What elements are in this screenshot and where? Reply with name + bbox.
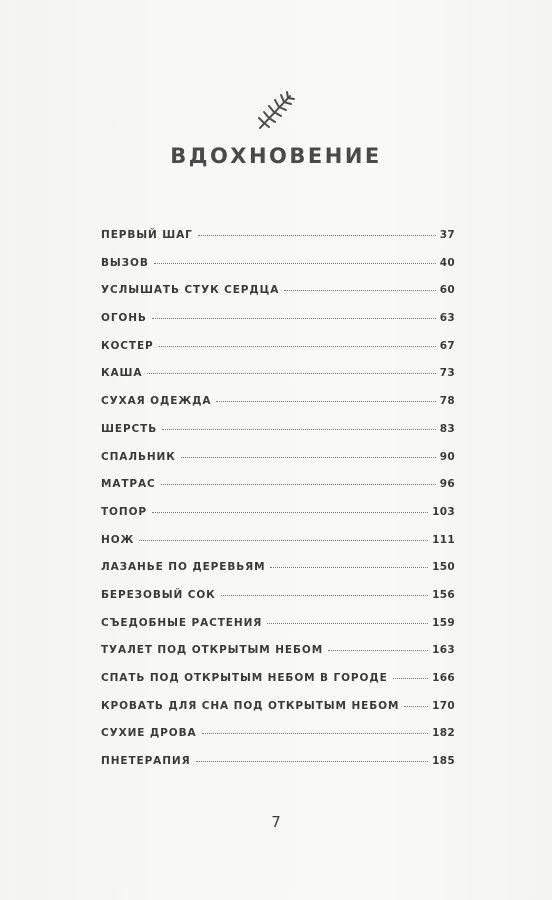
toc-entry xyxy=(101,478,455,506)
toc-entry-page: 63 xyxy=(439,312,455,325)
toc-entry xyxy=(101,727,455,755)
toc-entry-title: КОСТЕР xyxy=(101,339,154,352)
dot-leader xyxy=(159,346,436,347)
dot-leader xyxy=(139,540,428,541)
toc-entry xyxy=(101,506,455,534)
toc-entry-page: 60 xyxy=(439,284,455,297)
toc-entry-page: 103 xyxy=(432,505,455,518)
toc-entry-title: ОГОНЬ xyxy=(101,312,147,325)
dot-leader xyxy=(328,650,428,651)
toc-entry-page: 96 xyxy=(439,478,455,491)
toc-entry-title: ЛАЗАНЬЕ ПО ДЕРЕВЬЯМ xyxy=(101,561,266,574)
toc-entry-title: СУХИЕ ДРОВА xyxy=(101,727,197,740)
toc-entry-title: СУХАЯ ОДЕЖДА xyxy=(101,395,212,408)
toc-entry-title: БЕРЕЗОВЫЙ СОК xyxy=(101,588,216,601)
toc-entry-page: 166 xyxy=(432,672,455,684)
toc-entry-page: 90 xyxy=(439,450,455,463)
dot-leader xyxy=(147,373,435,374)
toc-entry xyxy=(101,534,455,562)
toc-entry-title: СЪЕДОБНЫЕ РАСТЕНИЯ xyxy=(101,616,263,629)
toc-entry-title: МАТРАС xyxy=(101,478,156,491)
dot-leader xyxy=(152,512,428,513)
toc-entry-page: 156 xyxy=(432,588,455,601)
dot-leader xyxy=(198,235,436,236)
dot-leader xyxy=(270,567,428,568)
toc-entry-page: 163 xyxy=(432,644,455,657)
toc-entry-title: ПЕРВЫЙ ШАГ xyxy=(101,229,193,241)
toc-entry-title: ВЫЗОВ xyxy=(101,256,149,269)
dot-leader xyxy=(181,457,436,458)
toc-entry-page: 185 xyxy=(432,755,455,768)
toc-entry xyxy=(101,617,455,645)
toc-entry-title: КРОВАТЬ ДЛЯ СНА ПОД ОТКРЫТЫМ НЕБОМ xyxy=(101,699,400,712)
toc-entry-title: ТУАЛЕТ ПОД ОТКРЫТЫМ НЕБОМ xyxy=(101,644,324,657)
section-title: ВДОХНОВЕНИЕ xyxy=(170,144,382,168)
toc-entry-page: 67 xyxy=(439,339,455,352)
toc-entry-page: 73 xyxy=(439,367,455,380)
toc-entry-title: НОЖ xyxy=(101,533,135,546)
toc-entry-page: 83 xyxy=(439,422,455,435)
dot-leader xyxy=(202,733,429,734)
page-number: 7 xyxy=(271,813,281,831)
toc-entry-page: 40 xyxy=(439,256,455,269)
toc-entry-page: 111 xyxy=(432,533,455,546)
dot-leader xyxy=(154,263,436,264)
toc-entry xyxy=(101,423,455,451)
toc-entry xyxy=(101,755,455,783)
toc-entry-title: ШЕРСТЬ xyxy=(101,422,158,435)
toc-entry-page: 159 xyxy=(432,616,455,629)
toc-entry-title: СПАЛЬНИК xyxy=(101,450,176,463)
toc-entry xyxy=(101,700,455,728)
toc-entry-title: ПНЕТЕРАПИЯ xyxy=(101,755,191,768)
dot-leader xyxy=(152,318,436,319)
toc-entry-title: КАША xyxy=(101,367,143,380)
table-of-contents xyxy=(101,229,455,783)
toc-entry xyxy=(101,229,455,257)
dot-leader xyxy=(161,484,436,485)
toc-entry xyxy=(101,257,455,285)
toc-entry xyxy=(101,672,455,700)
toc-entry xyxy=(101,395,455,423)
toc-entry-page: 150 xyxy=(432,561,455,574)
toc-entry xyxy=(101,561,455,589)
toc-entry-title: УСЛЫШАТЬ СТУК СЕРДЦА xyxy=(101,284,280,297)
dot-leader xyxy=(404,706,428,707)
toc-entry-title: СПАТЬ ПОД ОТКРЫТЫМ НЕБОМ В ГОРОДЕ xyxy=(101,672,388,684)
dot-leader xyxy=(162,429,436,430)
toc-entry xyxy=(101,312,455,340)
toc-entry-page: 182 xyxy=(432,727,455,740)
toc-entry xyxy=(101,644,455,672)
dot-leader xyxy=(267,623,428,624)
toc-entry-page: 37 xyxy=(439,229,455,241)
toc-entry xyxy=(101,451,455,479)
toc-entry xyxy=(101,589,455,617)
dot-leader xyxy=(393,678,429,679)
toc-entry-page: 78 xyxy=(439,395,455,408)
toc-entry-title: ТОПОР xyxy=(101,505,147,518)
dot-leader xyxy=(284,290,435,291)
toc-entry xyxy=(101,340,455,368)
toc-entry xyxy=(101,284,455,312)
dot-leader xyxy=(216,401,435,402)
fir-branch-icon xyxy=(254,88,298,132)
toc-entry-page: 170 xyxy=(432,699,455,712)
toc-entry xyxy=(101,367,455,395)
dot-leader xyxy=(221,595,429,596)
dot-leader xyxy=(196,761,429,762)
